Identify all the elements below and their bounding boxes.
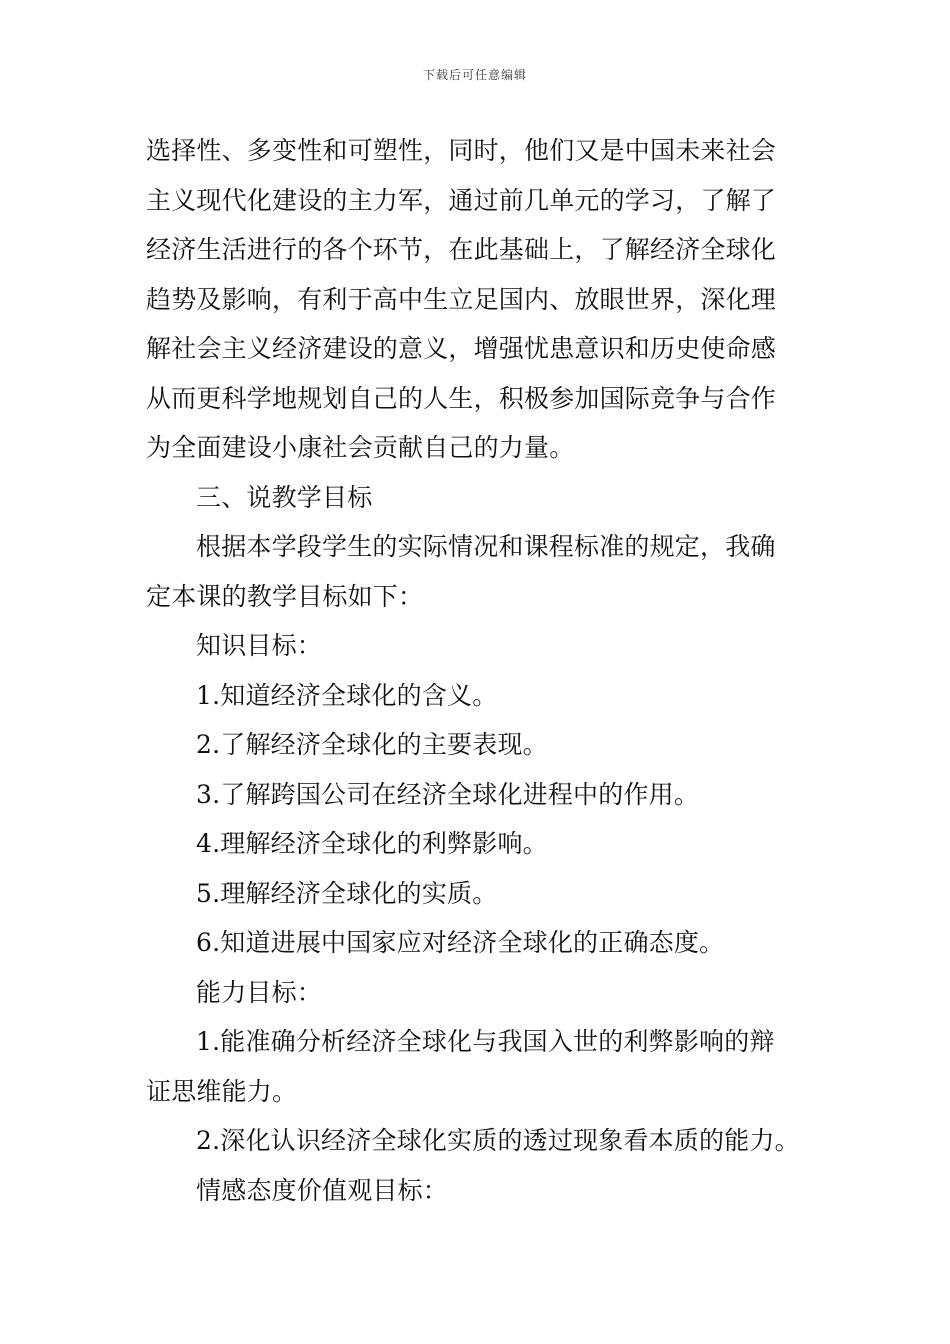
list-item: 5.理解经济全球化的实质。 (196, 878, 498, 908)
list-item: 6.知道进展中国家应对经济全球化的正确态度。 (196, 928, 725, 957)
text-line: 证思维能力。 (146, 1076, 298, 1106)
text-line: 趋势及影响，有利于高中生立足国内、放眼世界，深化理 (146, 284, 777, 314)
text-line: 定本课的教学目标如下： (146, 581, 424, 611)
list-item: 2.了解经济全球化的主要表现。 (196, 730, 548, 759)
document-body (146, 126, 810, 1215)
text-line: 根据本学段学生的实际情况和课程标准的规定，我确 (196, 532, 776, 561)
subheading-ability: 能力目标： (196, 977, 323, 1007)
subheading-knowledge: 知识目标： (196, 631, 323, 660)
text-line: 经济生活进行的各个环节，在此基础上，了解经济全球化 (146, 235, 777, 264)
subheading-values: 情感态度价值观目标： (196, 1175, 449, 1205)
list-item: 1.能准确分析经济全球化与我国入世的利弊影响的辩 (196, 1027, 775, 1056)
list-item: 4.理解经济全球化的利弊影响。 (196, 829, 548, 858)
list-item: 1.知道经济全球化的含义。 (196, 680, 498, 710)
section-heading: 三、说教学目标 (196, 482, 373, 512)
text-line: 解社会主义经济建设的意义，增强忧患意识和历史使命感 (146, 334, 777, 363)
text-line: 选择性、多变性和可塑性，同时，他们又是中国未来社会 (146, 136, 777, 165)
text-line: 从而更科学地规划自己的人生，积极参加国际竞争与合作 (146, 383, 777, 413)
list-item: 3.了解跨国公司在经济全球化进程中的作用。 (196, 779, 700, 809)
text-line: 主义现代化建设的主力军，通过前几单元的学习，了解了 (146, 185, 777, 215)
page-header-note: 下载后可任意编辑 (422, 68, 527, 82)
text-line: 为全面建设小康社会贡献自己的力量。 (146, 433, 575, 462)
list-item: 2.深化认识经济全球化实质的透过现象看本质的能力。 (196, 1126, 800, 1155)
